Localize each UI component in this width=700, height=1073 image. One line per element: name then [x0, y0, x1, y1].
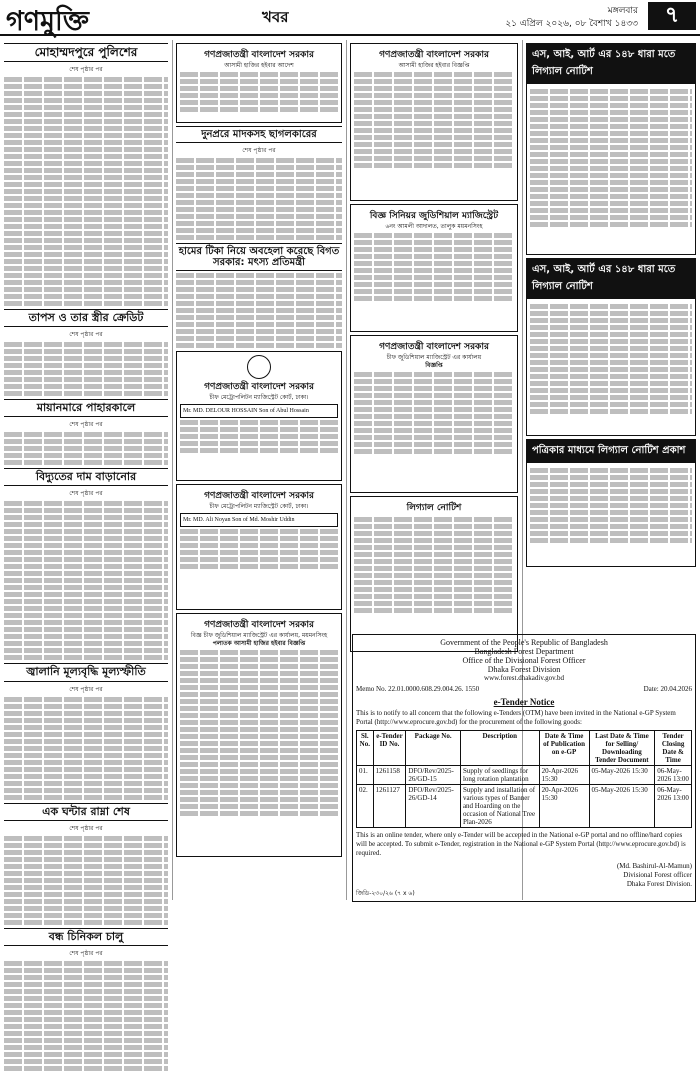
signatory-office: Dhaka Forest Division. — [626, 880, 692, 888]
table-header: Date & Time of Publication on e-GP — [539, 731, 589, 766]
notice-heading: পলাতক আসামী হাজির হইবার বিজ্ঞপ্তি — [212, 640, 306, 647]
continued-label: শেষ পৃষ্ঠার পর — [69, 66, 103, 74]
table-header: Last Date & Time for Selling/ Downloading Tender Document — [589, 731, 655, 766]
article-body — [4, 342, 168, 396]
article-body — [4, 432, 168, 465]
tender-memo-line — [356, 685, 692, 695]
article-body — [4, 836, 168, 925]
court-notice — [176, 43, 342, 123]
notice-body — [354, 517, 514, 613]
legal-notice — [526, 439, 696, 567]
tender-title: e-Tender Notice — [493, 697, 555, 707]
table-header: Sl. No. — [357, 731, 374, 766]
table-cell: 20-Apr-2026 15:30 — [539, 766, 589, 785]
table-cell: 06-May-2026 13:00 — [655, 766, 692, 785]
table-header-row — [357, 731, 692, 766]
accused-name: Mr. MD. Ali Noyan Son of Md. Moshir Uddin — [180, 513, 338, 527]
tender-footer: This is an online tender, where only e-Tender will be accepted in the National e-GP portal and no offline/hard copies will be accepted. To submit e-Tender, registration in the National e-GP System Portal (http://www.eprocure.gov.bd) is required. — [356, 831, 686, 857]
notice-subtitle: আসামী হাজির হইবার বিজ্ঞপ্তি — [398, 62, 470, 69]
notice-body — [180, 420, 338, 453]
headline: দুনপ্ররে মাদকসহ ছাগলকারের — [176, 126, 342, 143]
table-cell: Supply of seedlings for long rotation plantation — [460, 766, 539, 785]
column-notices-middle — [350, 40, 518, 655]
tender-date: Date: 20.04.2026 — [643, 685, 692, 693]
court-notice — [350, 335, 518, 493]
table-header: Tender Closing Date & Time — [655, 731, 692, 766]
tender-division: Dhaka Forest Division — [487, 665, 561, 674]
notice-subtitle: আসামী হাজির হইবার আদেশ — [224, 62, 294, 69]
table-cell: 05-May-2026 15:30 — [589, 766, 655, 785]
column-legal-notices — [526, 40, 696, 570]
court-notice — [176, 484, 342, 610]
notice-body — [354, 72, 514, 168]
column-notices-left — [176, 40, 342, 860]
notice-title: গণপ্রজাতন্ত্রী বাংলাদেশ সরকার — [204, 50, 314, 60]
tender-signature — [356, 862, 692, 889]
masthead — [0, 0, 700, 36]
headline: জ্বালানি মূল্যবৃদ্ধি মূল্যস্ফীতি — [4, 663, 168, 681]
article-body — [4, 697, 168, 800]
notice-title: গণপ্রজাতন্ত্রী বাংলাদেশ সরকার — [204, 382, 314, 392]
tender-intro: This is to notify to all concern that the following e-Tenders (OTM) have been invited in the National e-GP System Portal (http://www.eprocure.gov.bd) for the procurement of the following goods: — [356, 709, 676, 726]
newspaper-logo: গণমুক্তি — [6, 6, 89, 37]
issue-day: মঙ্গলবার — [607, 6, 638, 16]
legal-notice — [350, 496, 518, 652]
notice-body — [180, 650, 338, 816]
tender-website: www.forest.dhakadiv.gov.bd — [484, 674, 564, 682]
headline: বন্ধ চিনিকল চালু — [4, 928, 168, 946]
article-body — [4, 77, 168, 306]
notice-body — [527, 463, 695, 548]
table-cell: DFO/Rev/2025-26/GD-15 — [406, 766, 461, 785]
table-header: Description — [460, 731, 539, 766]
notice-subtitle: বিজ্ঞ চীফ জুডিশিয়াল ম্যাজিস্ট্রেট এর কার্যালয়, ময়মনসিংহ — [190, 632, 328, 639]
notice-body — [527, 299, 695, 419]
article-body — [176, 158, 342, 240]
headline: হামের টিকা নিয়ে অবহেলা করেছে বিগত সরকার: মৎস্য প্রতিমন্ত্রী — [176, 243, 342, 271]
court-notice — [176, 351, 342, 481]
continued-label: শেষ পৃষ্ঠার পর — [69, 490, 103, 498]
tender-table — [356, 730, 692, 828]
page-number: ৭ — [648, 2, 696, 30]
government-seal-icon — [247, 355, 271, 379]
notice-body — [527, 84, 695, 232]
section-title: খবর — [262, 8, 289, 26]
continued-label: শেষ পৃষ্ঠার পর — [69, 949, 103, 957]
table-header: e-Tender ID No. — [373, 731, 406, 766]
continued-label: শেষ পৃষ্ঠার পর — [69, 331, 103, 339]
continued-label: শেষ পৃষ্ঠার পর — [69, 421, 103, 429]
notice-subtitle: চীফ মেট্রোপলিটন ম্যাজিস্ট্রেট কোর্ট, ঢাকা। — [209, 394, 309, 401]
headline: মোহাম্মদপুরে পুলিশের — [4, 43, 168, 62]
headline: তাপস ও তার স্ত্রীর ক্রেডিট — [4, 309, 168, 327]
headline: বিদ্যুতের দাম বাড়ানোর — [4, 468, 168, 486]
notice-body — [180, 529, 338, 569]
table-cell: 06-May-2026 13:00 — [655, 785, 692, 828]
tender-government: Government of the People's Republic of Bangladesh — [440, 638, 608, 647]
notice-subtitle: চীফ জুডিশিয়াল ম্যাজিস্ট্রেট এর কার্যালয় — [386, 354, 482, 361]
table-cell: 05-May-2026 15:30 — [589, 785, 655, 828]
court-notice — [350, 43, 518, 201]
notice-title: পত্রিকার মাধ্যমে লিগ্যাল নোটিশ প্রকাশ — [527, 440, 695, 463]
continued-label: শেষ পৃষ্ঠার পর — [69, 685, 103, 693]
court-notice — [176, 613, 342, 857]
notice-title: এস, আই, আর্ট এর ১৪৮ ধারা মতে লিগ্যাল নোটিশ — [527, 44, 695, 84]
notice-body — [180, 72, 338, 112]
article-body — [4, 961, 168, 1071]
table-cell: Supply and installation of various types of Banner and Hoarding on the occasion of National Tree Plan-2026 — [460, 785, 539, 828]
column-news — [4, 40, 168, 1073]
e-tender-notice — [352, 634, 696, 902]
notice-heading: বিজ্ঞপ্তি — [425, 362, 443, 369]
column-divider — [172, 40, 173, 900]
notice-title: এস, আই, আর্ট এর ১৪৮ ধারা মতে লিগ্যাল নোটিশ — [527, 259, 695, 299]
column-divider — [346, 40, 347, 900]
notice-subtitle: চীফ মেট্রোপলিটন ম্যাজিস্ট্রেট কোর্ট, ঢাকা। — [209, 503, 309, 510]
signatory-title: Divisional Forest officer — [623, 871, 692, 879]
article-body — [4, 501, 168, 660]
court-notice — [350, 204, 518, 332]
notice-title: বিজ্ঞ সিনিয়র জুডিশিয়াল ম্যাজিস্ট্রেট — [369, 211, 499, 221]
table-cell: 01. — [357, 766, 374, 785]
table-row — [357, 785, 692, 828]
accused-name: Mr. MD. DELOUR HOSSAIN Son of Abul Hossain — [180, 404, 338, 418]
table-cell: 1261127 — [373, 785, 406, 828]
notice-title: গণপ্রজাতন্ত্রী বাংলাদেশ সরকার — [379, 342, 489, 352]
table-cell: DFO/Rev/2025-26/GD-14 — [406, 785, 461, 828]
table-row — [357, 766, 692, 785]
legal-notice — [526, 43, 696, 255]
notice-title: গণপ্রজাতন্ত্রী বাংলাদেশ সরকার — [204, 491, 314, 501]
table-header: Package No. — [406, 731, 461, 766]
headline: এক ঘন্টার রাম্না শেষ — [4, 803, 168, 821]
continued-label: শেষ পৃষ্ঠার পর — [69, 824, 103, 832]
signatory-name: (Md. Bashirul-Al-Mamun) — [616, 862, 692, 870]
notice-body — [354, 233, 514, 301]
issue-date: ২১ এপ্রিল ২০২৬, ০৮ বৈশাখ ১৪৩৩ — [505, 19, 638, 29]
continued-label: শেষ পৃষ্ঠার পর — [242, 147, 276, 154]
notice-subtitle: ৬নং আমলী আদালত, তালুক ময়মনসিংহ — [385, 223, 483, 230]
notice-title: লিগ্যাল নোটিশ — [406, 503, 462, 513]
notice-body — [354, 372, 514, 454]
tender-office: Office of the Divisional Forest Officer — [462, 656, 586, 665]
table-cell: 02. — [357, 785, 374, 828]
tender-department: Bangladesh Forest Department — [474, 647, 574, 656]
notice-title: গণপ্রজাতন্ত্রী বাংলাদেশ সরকার — [379, 50, 489, 60]
tender-memo: Memo No. 22.01.0000.608.29.004.26. 1550 — [356, 685, 480, 693]
table-cell: 20-Apr-2026 15:30 — [539, 785, 589, 828]
notice-title: গণপ্রজাতন্ত্রী বাংলাদেশ সরকার — [204, 620, 314, 630]
headline: মায়ানমারে পাহারকালে — [4, 399, 168, 417]
article-body — [176, 273, 342, 348]
legal-notice — [526, 258, 696, 436]
ad-code: জিডি-২৩০/২৬ (৭ x ৬) — [356, 890, 415, 897]
table-cell: 1261158 — [373, 766, 406, 785]
